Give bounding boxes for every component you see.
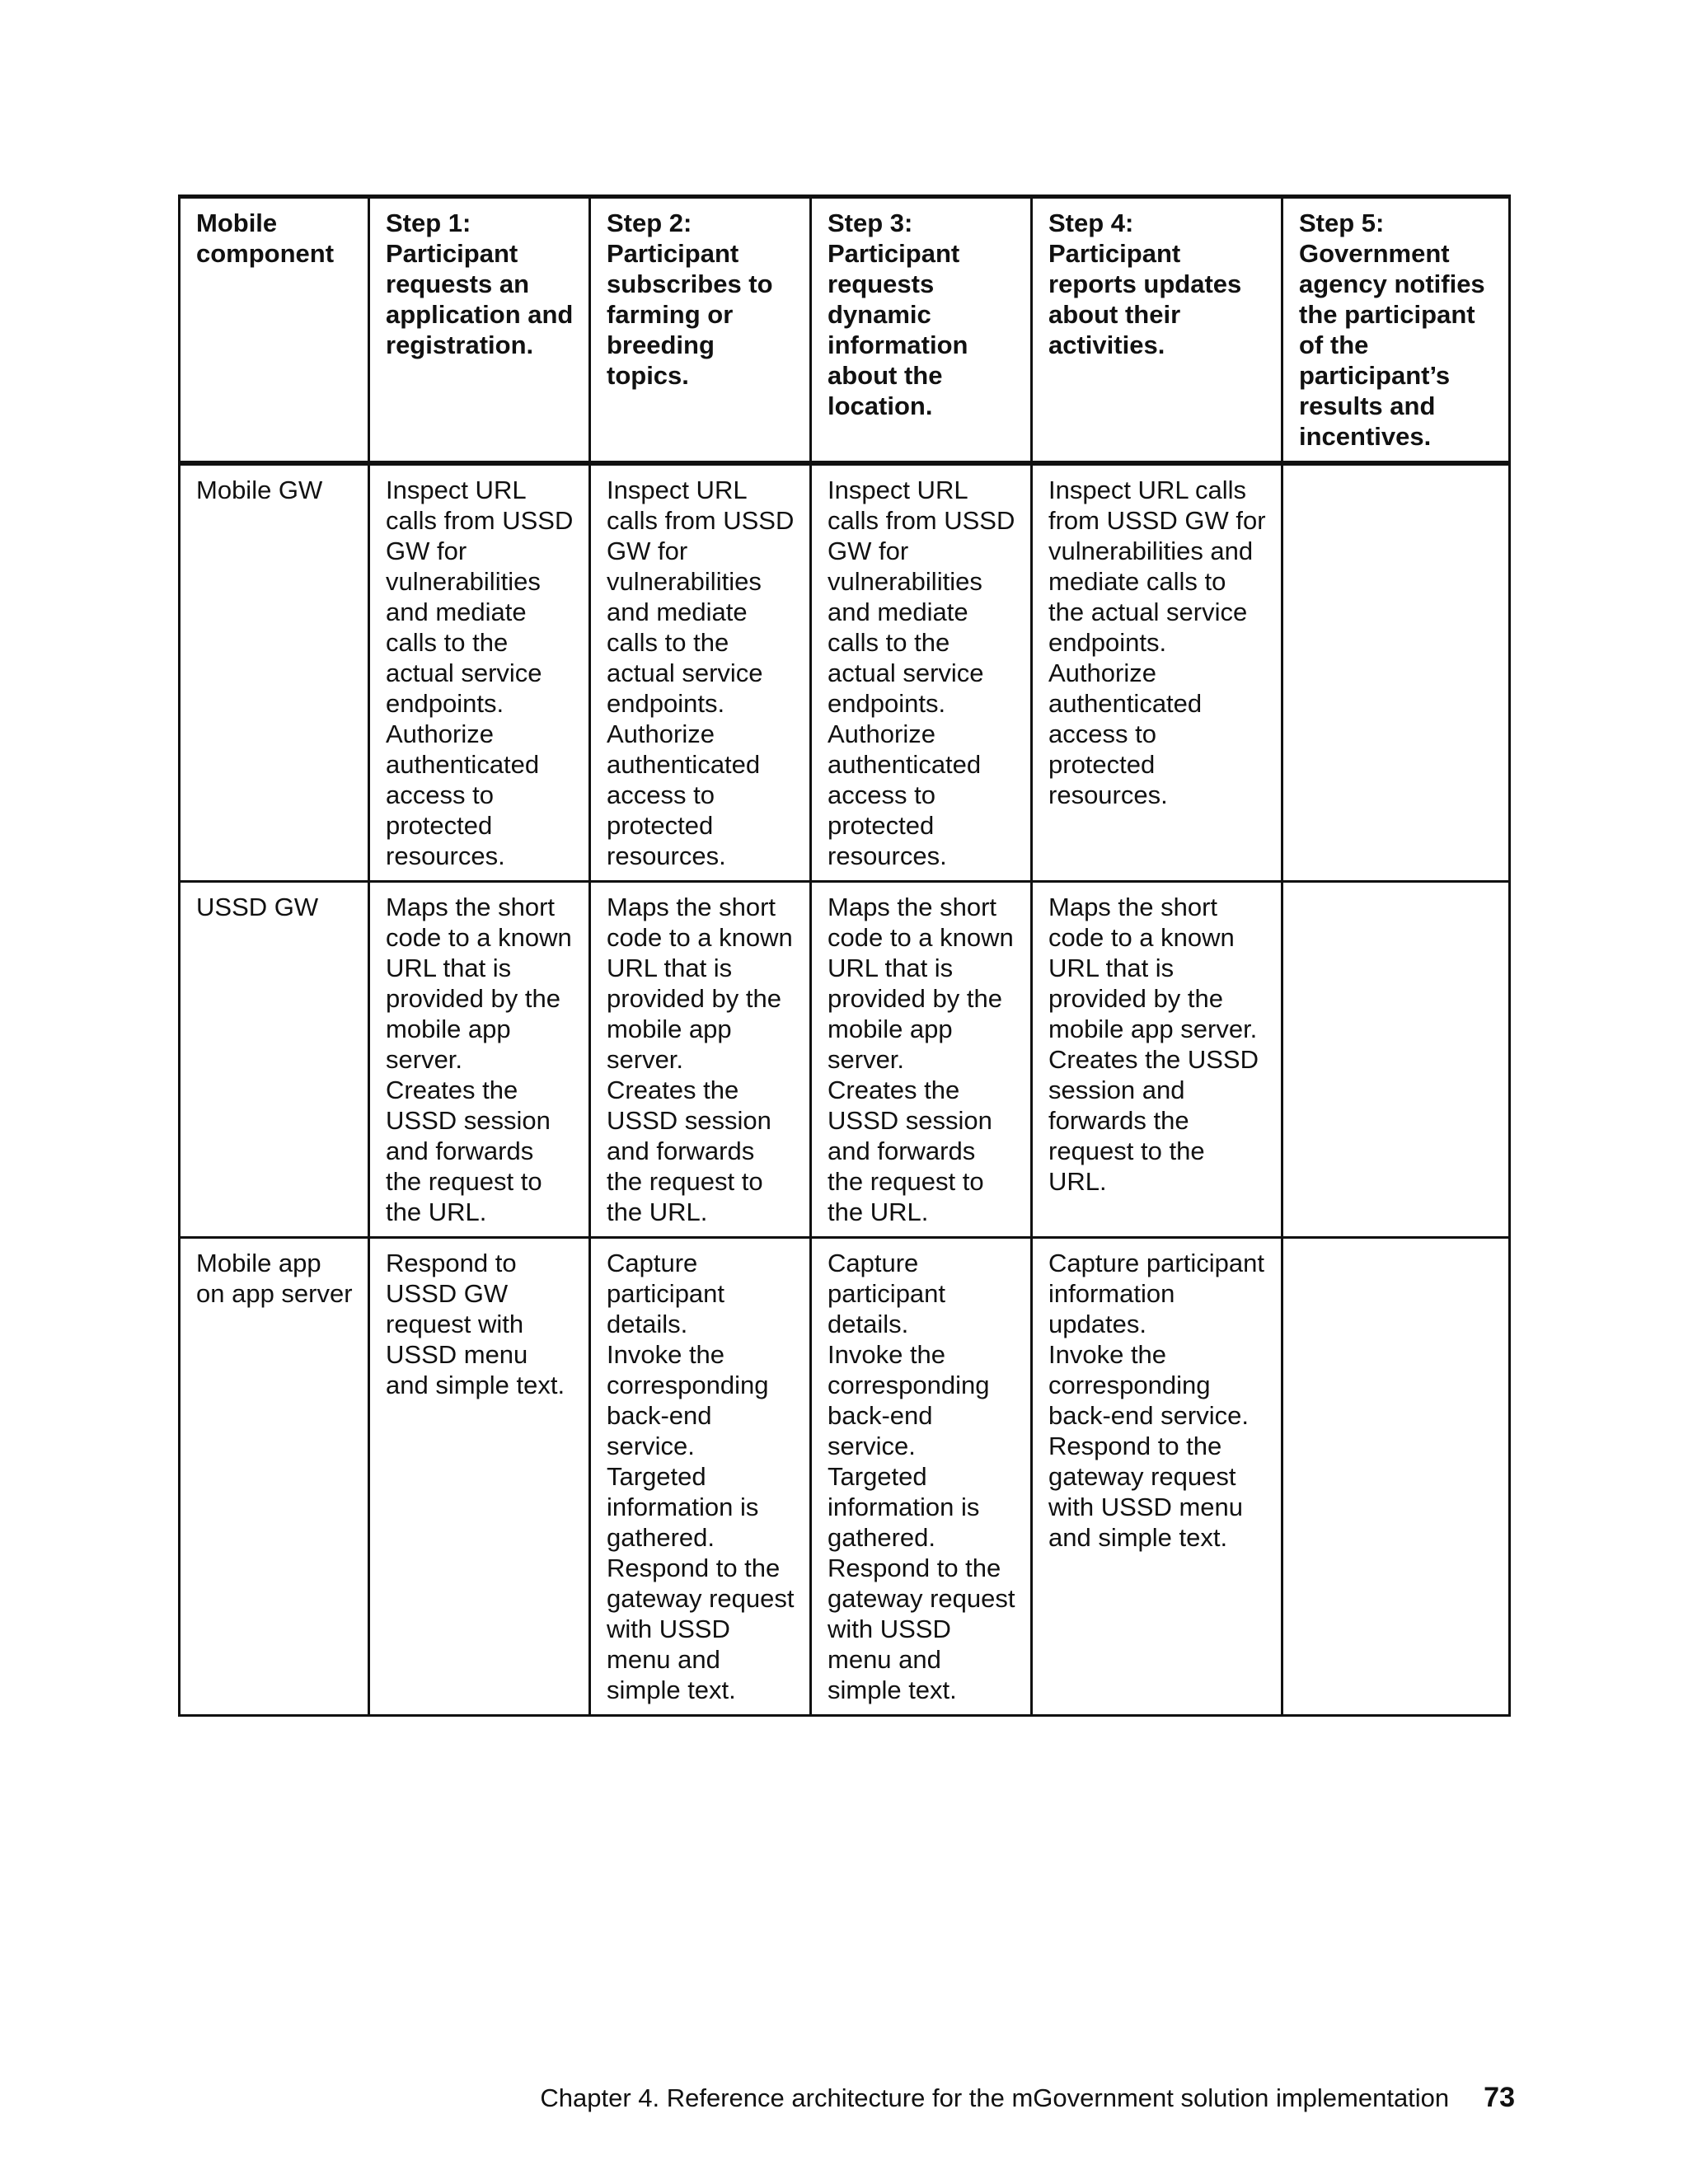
table-cell	[811, 1238, 1032, 1716]
cell-text: Maps the short code to a known URL that is provided by the mobile app server.	[386, 893, 572, 1074]
row-label: Mobile app on app server	[180, 1238, 369, 1716]
table-cell	[590, 1238, 811, 1716]
table-cell	[1032, 463, 1282, 882]
cell-text: Creates the USSD session and forwards the request to the URL.	[607, 1076, 771, 1226]
cell-text: Authorize authenticated access to protected resources.	[1048, 658, 1203, 809]
cell-text: Capture participant details.	[607, 1249, 725, 1338]
cell-text: Targeted information is gathered.	[828, 1462, 980, 1552]
cell-text: Maps the short code to a known URL that is provided by the mobile app server.	[1048, 893, 1258, 1043]
cell-text: Respond to the gateway request with USSD menu and simple text.	[607, 1554, 795, 1704]
page-number: 73	[1484, 2082, 1515, 2113]
cell-text: Capture participant information updates.	[1048, 1249, 1264, 1338]
header-step-5: Step 5: Government agency notifies the participant of the participant’s results and incentives.	[1282, 197, 1510, 464]
row-label: Mobile GW	[180, 463, 369, 882]
header-mobile-component: Mobile component	[180, 197, 369, 464]
table-row-ussd-gw	[180, 882, 1510, 1238]
table-cell	[811, 882, 1032, 1238]
cell-text: Invoke the corresponding back-end service.	[1048, 1340, 1249, 1430]
table-cell	[1032, 882, 1282, 1238]
cell-text: Authorize authenticated access to protected resources.	[607, 719, 761, 870]
cell-text: Invoke the corresponding back-end service.	[828, 1340, 990, 1460]
table-cell-empty	[1282, 882, 1510, 1238]
cell-text: Maps the short code to a known URL that is provided by the mobile app server.	[828, 893, 1014, 1074]
table-cell	[1032, 1238, 1282, 1716]
header-step-2: Step 2: Participant subscribes to farming or breeding topics.	[590, 197, 811, 464]
cell-text: Respond to USSD GW request with USSD menu and simple text.	[386, 1249, 565, 1399]
table-cell	[369, 882, 590, 1238]
table-row-mobile-gw	[180, 463, 1510, 882]
cell-text: Invoke the corresponding back-end service.	[607, 1340, 769, 1460]
cell-text: Targeted information is gathered.	[607, 1462, 759, 1552]
cell-text: Creates the USSD session and forwards the request to the URL.	[386, 1076, 551, 1226]
header-step-4: Step 4: Participant reports updates about their activities.	[1032, 197, 1282, 464]
table-header-row	[180, 197, 1510, 464]
table-cell	[590, 463, 811, 882]
cell-text: Respond to the gateway request with USSD menu and simple text.	[1048, 1432, 1244, 1552]
page-footer	[540, 2082, 1515, 2114]
cell-text: Respond to the gateway request with USSD menu and simple text.	[828, 1554, 1015, 1704]
cell-text: Inspect URL calls from USSD GW for vulnerabilities and mediate calls to the actual service endpoints.	[386, 476, 574, 718]
cell-text: Capture participant details.	[828, 1249, 946, 1338]
table-cell	[369, 1238, 590, 1716]
cell-text: Maps the short code to a known URL that is provided by the mobile app server.	[607, 893, 793, 1074]
table-cell	[590, 882, 811, 1238]
cell-text: Inspect URL calls from USSD GW for vulnerabilities and mediate calls to the actual service endpoints.	[1048, 476, 1266, 657]
table-cell	[369, 463, 590, 882]
table-row-mobile-app	[180, 1238, 1510, 1716]
cell-text: Inspect URL calls from USSD GW for vulnerabilities and mediate calls to the actual service endpoints.	[828, 476, 1015, 718]
cell-text: Authorize authenticated access to protected resources.	[386, 719, 540, 870]
header-step-1: Step 1: Participant requests an application and registration.	[369, 197, 590, 464]
table-cell-empty	[1282, 463, 1510, 882]
header-step-3: Step 3: Participant requests dynamic information about the location.	[811, 197, 1032, 464]
table-cell	[811, 463, 1032, 882]
cell-text: Creates the USSD session and forwards the request to the URL.	[1048, 1045, 1259, 1196]
steps-table	[178, 194, 1511, 1717]
cell-text: Inspect URL calls from USSD GW for vulnerabilities and mediate calls to the actual service endpoints.	[607, 476, 795, 718]
row-label: USSD GW	[180, 882, 369, 1238]
cell-text: Authorize authenticated access to protected resources.	[828, 719, 982, 870]
table-cell-empty	[1282, 1238, 1510, 1716]
cell-text: Creates the USSD session and forwards the request to the URL.	[828, 1076, 992, 1226]
chapter-title: Chapter 4. Reference architecture for the mGovernment solution implementation	[540, 2083, 1450, 2112]
